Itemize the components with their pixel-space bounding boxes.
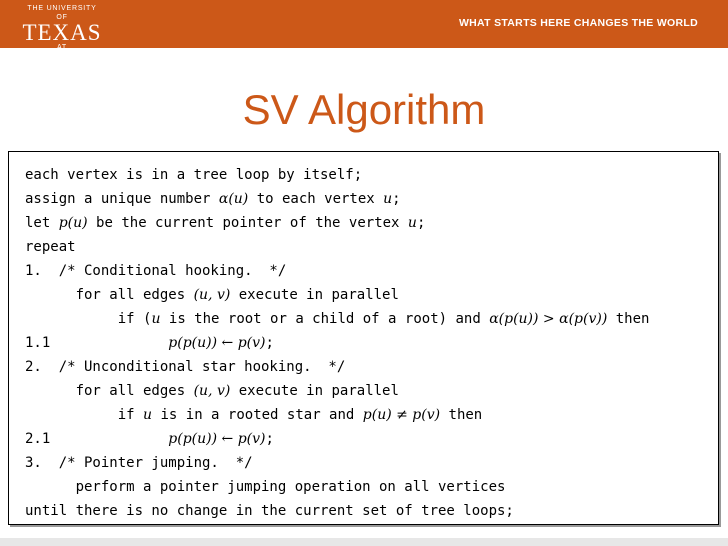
algorithm-box — [8, 151, 719, 525]
footer-bar — [0, 538, 728, 546]
code-text: then — [440, 407, 483, 423]
math-expression: p(u) ≠ p(v) — [362, 407, 441, 423]
code-text: each vertex is in a tree loop by itself; — [25, 167, 363, 183]
code-text: until there is no change in the current set of tree loops; — [25, 503, 514, 519]
code-text: ; — [265, 335, 274, 351]
algorithm-line — [25, 502, 514, 520]
logo-line-3-text: AT AUSTIN — [46, 44, 78, 59]
algorithm-line — [25, 214, 425, 232]
code-text: perform a pointer jumping operation on all vertices — [25, 479, 506, 495]
slide-title: SV Algorithm — [242, 86, 486, 133]
math-expression: (u, v) — [193, 287, 231, 303]
code-text: 1. /* Conditional hooking. */ — [25, 263, 287, 279]
header-bar — [0, 0, 728, 59]
math-expression: (u, v) — [193, 383, 231, 399]
math-expression: u — [407, 215, 417, 231]
logo-rule-left — [26, 52, 39, 53]
code-text: for all edges — [25, 287, 194, 303]
algorithm-line — [25, 190, 401, 208]
code-text: 3. /* Pointer jumping. */ — [25, 455, 253, 471]
code-text: if — [25, 407, 144, 423]
code-text: then — [607, 311, 650, 327]
code-text: repeat — [25, 239, 76, 255]
header-tagline: WHAT STARTS HERE CHANGES THE WORLD — [458, 17, 698, 29]
algorithm-line — [25, 310, 649, 328]
algorithm-line — [25, 358, 345, 376]
algorithm-line — [25, 454, 253, 472]
university-logo — [22, 4, 102, 60]
algorithm-line — [25, 430, 274, 448]
code-text: 1.1 — [25, 335, 169, 351]
algorithm-line — [25, 478, 505, 496]
code-text: ; — [392, 191, 401, 207]
logo-line-1: THE UNIVERSITY OF — [27, 5, 97, 21]
logo-line-3 — [22, 44, 102, 60]
code-text: to each vertex — [248, 191, 384, 207]
algorithm-line — [25, 238, 76, 256]
algorithm-line — [25, 382, 399, 400]
code-text: 2. /* Unconditional star hooking. */ — [25, 359, 346, 375]
code-text: execute in parallel — [230, 383, 399, 399]
code-text: is in a rooted star and — [152, 407, 363, 423]
code-text: be the current pointer of the vertex — [87, 215, 408, 231]
code-text: ; — [265, 431, 274, 447]
algorithm-line — [25, 166, 362, 184]
code-text: for all edges — [25, 383, 194, 399]
algorithm-line — [25, 334, 274, 352]
math-expression: u — [383, 191, 393, 207]
code-text: execute in parallel — [230, 287, 399, 303]
math-expression: p(u) — [58, 215, 88, 231]
logo-rule-right — [85, 52, 98, 53]
code-text: let — [25, 215, 59, 231]
math-expression: u — [151, 311, 161, 327]
code-text: 2.1 — [25, 431, 169, 447]
code-text: if ( — [25, 311, 152, 327]
algorithm-line — [25, 262, 286, 280]
algorithm-line — [25, 286, 399, 304]
logo-line-2: TEXAS — [22, 20, 102, 45]
math-expression: α(p(u)) > α(p(v)) — [489, 311, 608, 327]
code-text: assign a unique number — [25, 191, 219, 207]
code-text: ; — [416, 215, 426, 231]
code-text: is the root or a child of a root) and — [160, 311, 490, 327]
math-expression: p(p(u)) ← p(v) — [168, 335, 266, 351]
math-expression: u — [143, 407, 153, 423]
math-expression: α(u) — [218, 191, 249, 207]
algorithm-line — [25, 406, 482, 424]
math-expression: p(p(u)) ← p(v) — [168, 431, 266, 447]
